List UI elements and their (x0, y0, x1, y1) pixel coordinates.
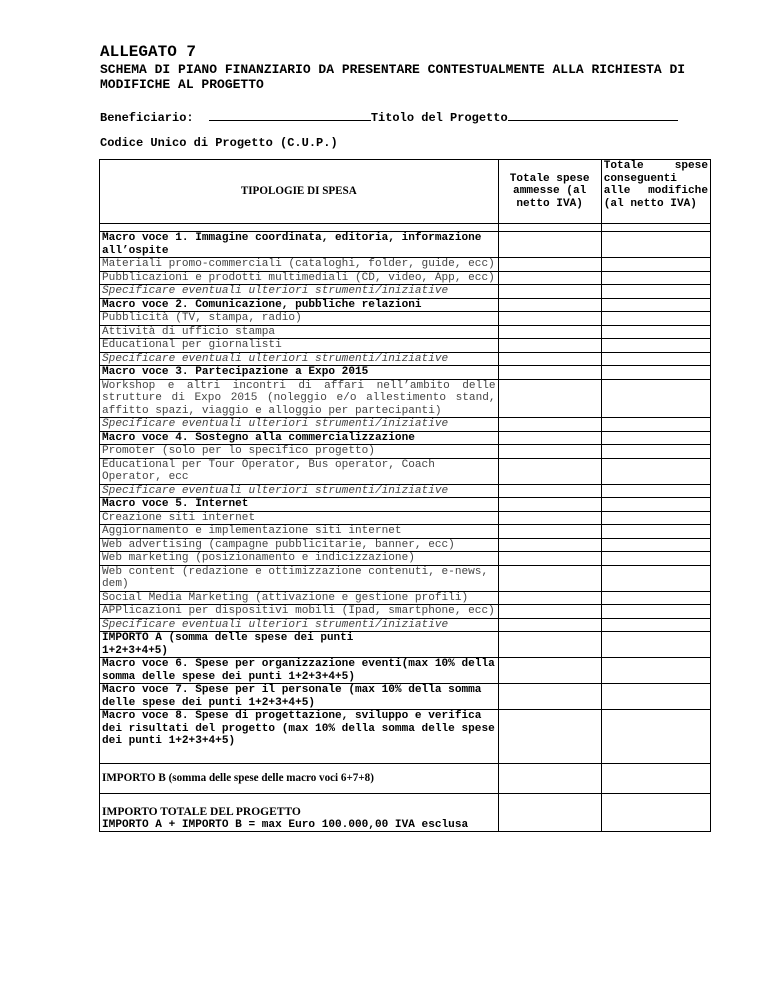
specificare-row-label: Specificare eventuali ulteriori strumenti/iniziative (100, 618, 499, 632)
spesa-item-row-label: APPlicazioni per dispositivi mobili (Ipad, smartphone, ecc) (100, 605, 499, 619)
cup-label: Codice Unico di Progetto (C.U.P.) (100, 136, 338, 150)
amount-cell-modifiche[interactable] (601, 379, 710, 418)
amount-cell-ammesse[interactable] (498, 431, 601, 445)
importo-totale-row-label (100, 794, 499, 832)
amount-cell-modifiche[interactable] (601, 538, 710, 552)
macro-voce-row (100, 298, 711, 312)
spesa-item-row-label: Pubblicazioni e prodotti multimediali (CD, video, App, ecc) (100, 271, 499, 285)
amount-cell-modifiche[interactable] (601, 591, 710, 605)
amount-cell-ammesse[interactable] (498, 538, 601, 552)
importo-a-desc-2: 1+2+3+4+5) (102, 644, 169, 657)
spesa-item-row (100, 591, 711, 605)
specificare-row (100, 618, 711, 632)
spesa-item-row-label: Pubblicità (TV, stampa, radio) (100, 312, 499, 326)
amount-cell-ammesse[interactable] (498, 591, 601, 605)
amount-cell-modifiche[interactable] (601, 325, 710, 339)
amount-cell-ammesse[interactable] (498, 498, 601, 512)
macro-voce-6-row (100, 658, 711, 684)
importo-a-title: IMPORTO A (102, 632, 162, 644)
amount-cell-modifiche[interactable] (601, 339, 710, 353)
spesa-item-row (100, 258, 711, 272)
spacer-row (100, 224, 711, 232)
titolo-field[interactable] (508, 108, 678, 121)
beneficiario-field[interactable] (209, 108, 371, 121)
specificare-row-label: Specificare eventuali ulteriori strumenti/iniziative (100, 285, 499, 299)
amount-cell-modifiche[interactable] (601, 232, 710, 258)
amount-cell-modifiche[interactable] (601, 484, 710, 498)
amount-cell-ammesse[interactable] (498, 458, 601, 484)
amount-cell-ammesse[interactable] (498, 339, 601, 353)
amount-cell-modifiche[interactable] (601, 605, 710, 619)
beneficiario-line (100, 108, 678, 125)
amount-cell-modifiche[interactable] (601, 431, 710, 445)
macro-voce-8-row (100, 710, 711, 764)
amount-cell-modifiche[interactable] (601, 511, 710, 525)
specificare-row (100, 352, 711, 366)
header-tipologie: TIPOLOGIE DI SPESA (100, 160, 499, 224)
amount-cell-modifiche[interactable] (601, 312, 710, 326)
titolo-label: Titolo del Progetto (370, 111, 508, 125)
amount-cell-ammesse[interactable] (498, 525, 601, 539)
amount-cell-ammesse[interactable] (498, 605, 601, 619)
amount-cell-ammesse[interactable] (498, 632, 601, 658)
amount-cell-modifiche[interactable] (601, 458, 710, 484)
spesa-item-row (100, 565, 711, 591)
amount-cell-modifiche[interactable] (601, 794, 710, 832)
amount-cell-modifiche[interactable] (601, 525, 710, 539)
spesa-item-row (100, 538, 711, 552)
amount-cell-modifiche[interactable] (601, 352, 710, 366)
amount-cell-ammesse[interactable] (498, 552, 601, 566)
spesa-item-row-label: Web advertising (campagne pubblicitarie, banner, ecc) (100, 538, 499, 552)
importo-b-label: IMPORTO B (somma delle spese delle macro voci 6+7+8) (102, 772, 374, 785)
specificare-row (100, 484, 711, 498)
amount-cell-modifiche[interactable] (601, 552, 710, 566)
amount-cell-ammesse[interactable] (498, 285, 601, 299)
amount-cell-ammesse[interactable] (498, 511, 601, 525)
amount-cell-modifiche[interactable] (601, 418, 710, 432)
amount-cell-ammesse[interactable] (498, 618, 601, 632)
importo-b-row-label (100, 764, 499, 794)
macro-voce-row (100, 431, 711, 445)
macro-voce-row-label: Macro voce 2. Comunicazione, pubbliche relazioni (100, 298, 499, 312)
amount-cell-ammesse[interactable] (498, 484, 601, 498)
amount-cell-modifiche[interactable] (601, 445, 710, 459)
macro-voce-row-label: Macro voce 3. Partecipazione a Expo 2015 (100, 366, 499, 380)
amount-cell-ammesse[interactable] (498, 658, 601, 684)
spesa-item-row-label: Educational per Tour Operator, Bus operator, Coach Operator, ecc (100, 458, 499, 484)
amount-cell-ammesse[interactable] (498, 684, 601, 710)
spesa-item-row (100, 325, 711, 339)
spesa-item-row-label: Workshop e altri incontri di affari nell’ambito delle strutture di Expo 2015 (noleggio e/o allestimento stand, affitto spazi, viaggio e alloggio per partecipanti) (100, 379, 499, 418)
amount-cell-ammesse[interactable] (498, 794, 601, 832)
macro-voce-row (100, 498, 711, 512)
specificare-row-label: Specificare eventuali ulteriori strumenti/iniziative (100, 352, 499, 366)
amount-cell-modifiche[interactable] (601, 298, 710, 312)
beneficiario-label: Beneficiario: (100, 111, 194, 125)
spesa-item-row-label: Aggiornamento e implementazione siti internet (100, 525, 499, 539)
amount-cell-ammesse[interactable] (498, 565, 601, 591)
spesa-item-row (100, 271, 711, 285)
amount-cell-modifiche[interactable] (601, 271, 710, 285)
financial-plan-table (99, 159, 711, 832)
amount-cell-ammesse[interactable] (498, 258, 601, 272)
importo-b-row (100, 764, 711, 794)
document-subtitle: SCHEMA DI PIANO FINANZIARIO DA PRESENTARE CONTESTUALMENTE ALLA RICHIESTA DI MODIFICHE AL PROGETTO (100, 62, 686, 92)
macro-voce-row-label: Macro voce 5. Internet (100, 498, 499, 512)
spesa-item-row (100, 605, 711, 619)
amount-cell-ammesse[interactable] (498, 418, 601, 432)
amount-cell-modifiche[interactable] (601, 764, 710, 794)
amount-cell-modifiche[interactable] (601, 285, 710, 299)
amount-cell-ammesse[interactable] (498, 352, 601, 366)
spesa-item-row-label: Promoter (solo per lo specifico progetto) (100, 445, 499, 459)
spesa-item-row-label: Attività di ufficio stampa (100, 325, 499, 339)
spesa-item-row (100, 525, 711, 539)
amount-cell-ammesse[interactable] (498, 710, 601, 764)
amount-cell-modifiche[interactable] (601, 710, 710, 764)
amount-cell-ammesse[interactable] (498, 232, 601, 258)
spesa-item-row (100, 312, 711, 326)
amount-cell-ammesse[interactable] (498, 298, 601, 312)
spesa-item-row-label: Web marketing (posizionamento e indicizzazione) (100, 552, 499, 566)
specificare-row (100, 285, 711, 299)
table-header-row (100, 160, 711, 224)
amount-cell-modifiche[interactable] (601, 684, 710, 710)
spesa-item-row (100, 339, 711, 353)
importo-a-desc: (somma delle spese dei punti (161, 632, 354, 644)
amount-cell-ammesse[interactable] (498, 271, 601, 285)
spesa-item-row-label: Creazione siti internet (100, 511, 499, 525)
importo-totale-row (100, 794, 711, 832)
amount-cell-ammesse[interactable] (498, 379, 601, 418)
spesa-item-row (100, 458, 711, 484)
spesa-item-row (100, 511, 711, 525)
amount-cell-modifiche[interactable] (601, 366, 710, 380)
amount-cell-modifiche[interactable] (601, 258, 710, 272)
importo-a-row-label (100, 632, 499, 658)
spesa-item-row-label: Social Media Marketing (attivazione e gestione profili) (100, 591, 499, 605)
macro-voce-7-row (100, 684, 711, 710)
amount-cell-ammesse[interactable] (498, 764, 601, 794)
amount-cell-modifiche[interactable] (601, 498, 710, 512)
specificare-row-label: Specificare eventuali ulteriori strumenti/iniziative (100, 484, 499, 498)
amount-cell-ammesse[interactable] (498, 312, 601, 326)
specificare-row (100, 418, 711, 432)
header-totale-modifiche: Totale spese conseguenti alle modifiche (al netto IVA) (601, 160, 710, 224)
amount-cell-modifiche[interactable] (601, 632, 710, 658)
spesa-item-row (100, 379, 711, 418)
spesa-item-row (100, 445, 711, 459)
macro-voce-row-label: Macro voce 1. Immagine coordinata, editoria, informazione all’ospite (100, 232, 499, 258)
spesa-item-row-label: Educational per giornalisti (100, 339, 499, 353)
header-totale-ammesse: Totale spese ammesse (al netto IVA) (498, 160, 601, 224)
macro-voce-6-row-label: Macro voce 6. Spese per organizzazione eventi(max 10% della somma delle spese dei punti 1+2+3+4+5) (100, 658, 499, 684)
spesa-item-row (100, 552, 711, 566)
amount-cell-modifiche[interactable] (601, 618, 710, 632)
amount-cell-ammesse[interactable] (498, 366, 601, 380)
specificare-row-label: Specificare eventuali ulteriori strumenti/iniziative (100, 418, 499, 432)
importo-a-row (100, 632, 711, 658)
allegato-title: ALLEGATO 7 (100, 43, 197, 61)
importo-totale-title: IMPORTO TOTALE DEL PROGETTO (102, 806, 301, 818)
macro-voce-row (100, 366, 711, 380)
spesa-item-row-label: Web content (redazione e ottimizzazione contenuti, e-news, dem) (100, 565, 499, 591)
importo-totale-formula: IMPORTO A + IMPORTO B = max Euro 100.000,00 IVA esclusa (102, 818, 469, 831)
amount-cell-ammesse[interactable] (498, 325, 601, 339)
macro-voce-7-row-label: Macro voce 7. Spese per il personale (max 10% della somma delle spese dei punti 1+2+3+4+5) (100, 684, 499, 710)
macro-voce-row (100, 232, 711, 258)
macro-voce-8-row-label: Macro voce 8. Spese di progettazione, sviluppo e verifica dei risultati del progetto (max 10% della somma delle spese dei punti 1+2+3+4+5) (100, 710, 499, 764)
amount-cell-modifiche[interactable] (601, 565, 710, 591)
spesa-item-row-label: Materiali promo-commerciali (cataloghi, folder, guide, ecc) (100, 258, 499, 272)
macro-voce-row-label: Macro voce 4. Sostegno alla commercializzazione (100, 431, 499, 445)
amount-cell-modifiche[interactable] (601, 658, 710, 684)
amount-cell-ammesse[interactable] (498, 445, 601, 459)
